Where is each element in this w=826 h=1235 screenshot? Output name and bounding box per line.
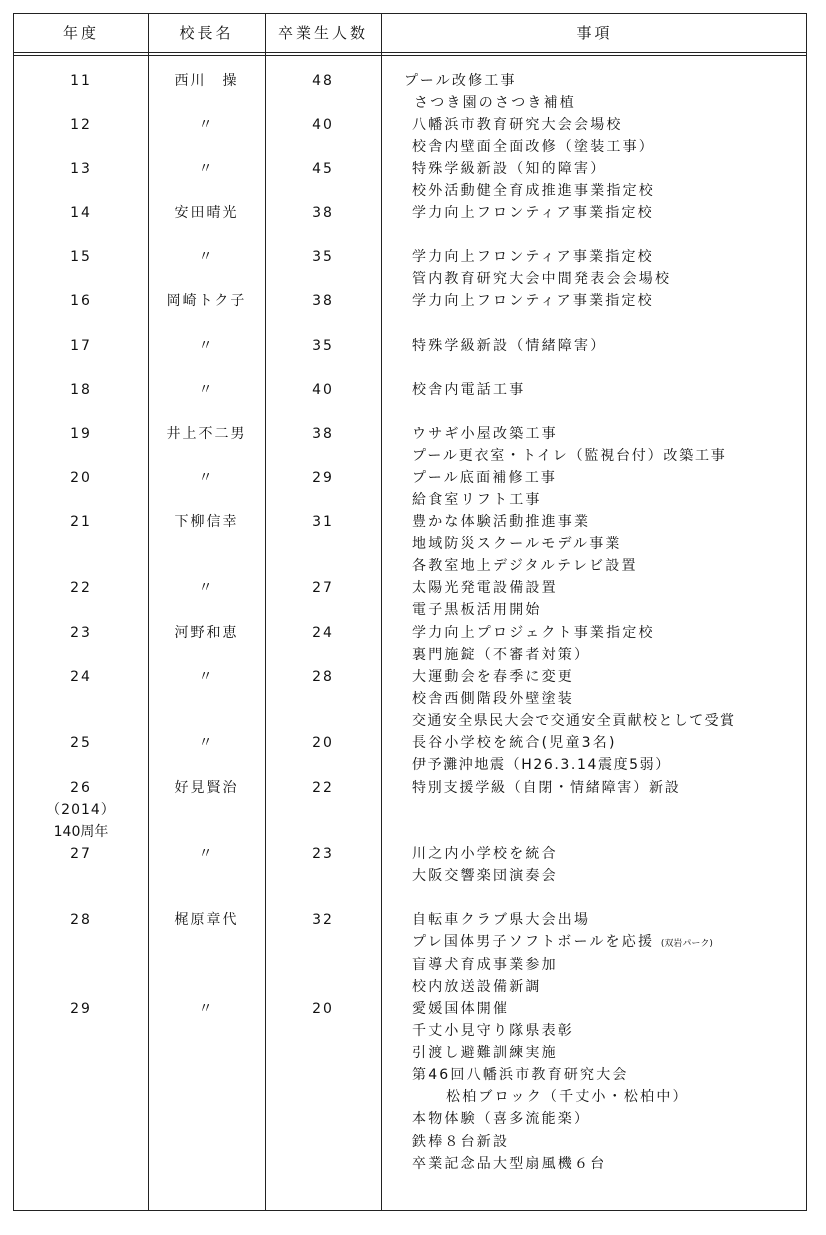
principal-cell: 好見賢治 [174,780,239,796]
event-item: 地域防災スクールモデル事業 [412,536,622,552]
principal-cell: 下柳信幸 [174,514,239,530]
event-item: 松柏ブロック（千丈小・松柏中） [446,1089,689,1105]
event-item: 裏門施錠（不審者対策） [412,647,591,663]
event-item: 校外活動健全育成推進事業指定校 [412,183,655,199]
event-item: 第46回八幡浜市教育研究大会 [412,1067,629,1083]
graduates-cell: 32 [312,912,334,928]
event-item: 学力向上フロンティア事業指定校 [412,293,654,309]
event-item: 校内放送設備新調 [412,979,542,995]
event-item: 八幡浜市教育研究大会会場校 [412,117,623,133]
graduates-cell: 35 [312,249,334,265]
year-cell: 15 [70,249,92,265]
event-item: 各教室地上デジタルテレビ設置 [412,558,638,574]
event-item: 川之内小学校を統合 [412,846,558,862]
graduates-cell: 31 [312,514,334,530]
event-item: 豊かな体験活動推進事業 [412,514,591,530]
event-item: プール改修工事 [404,73,517,89]
principal-cell: 安田晴光 [174,205,239,221]
principal-cell: 〃 [198,338,215,354]
year-cell: 13 [70,161,92,177]
year-cell: 22 [70,580,92,596]
event-item: 太陽光発電設備設置 [412,580,558,596]
year-cell: 29 [70,1001,92,1017]
event-item: 学力向上フロンティア事業指定校 [412,205,654,221]
graduates-cell: 40 [312,117,334,133]
graduates-cell: 38 [312,293,334,309]
graduates-cell: 40 [312,382,334,398]
event-item: 長谷小学校を統合(児童3名) [412,735,617,751]
event-item: 特別支援学級（自閉・情緒障害）新設 [412,780,681,796]
graduates-cell: 45 [312,161,334,177]
event-item: 校舎内壁面全面改修（塗装工事） [412,139,655,155]
event-item: 給食室リフト工事 [412,492,542,508]
event-item: 盲導犬育成事業参加 [412,957,558,973]
graduates-cell: 24 [312,625,334,641]
event-item: 千丈小見守り隊県表彰 [412,1023,574,1039]
principal-cell: 河野和恵 [174,625,239,641]
graduates-cell: 48 [312,73,334,89]
venue-note: (双岩パーク) [660,939,713,949]
year-western-cell: （2014） [46,802,116,818]
principal-cell: 〃 [198,161,215,177]
year-cell: 11 [70,73,92,89]
year-cell: 23 [70,625,92,641]
column-divider [148,14,149,1210]
principal-cell: 〃 [198,117,215,133]
year-cell: 24 [70,669,92,685]
graduates-cell: 23 [312,846,334,862]
principal-cell: 梶原章代 [174,912,239,928]
event-item: ウサギ小屋改築工事 [412,426,558,442]
principal-cell: 〃 [198,846,215,862]
header-divider [14,52,806,53]
column-divider [265,14,266,1210]
header-graduates: 卒業生人数 [277,24,368,42]
column-divider [381,14,382,1210]
principal-cell: 〃 [198,669,215,685]
event-item: 特殊学級新設（情緒障害） [412,338,607,354]
principal-cell: 〃 [198,470,215,486]
event-item: 特殊学級新設（知的障害） [412,161,607,177]
event-item: 愛媛国体開催 [412,1001,510,1017]
event-item: 自転車クラブ県大会出場 [412,912,591,928]
event-item: 学力向上プロジェクト事業指定校 [412,625,655,641]
event-text: プレ国体男子ソフトボールを応援 [412,934,655,950]
graduates-cell: 28 [312,669,334,685]
event-item: プール底面補修工事 [412,470,558,486]
year-cell: 16 [70,293,92,309]
history-table [13,13,807,1211]
graduates-cell: 35 [312,338,334,354]
principal-cell: 西川 操 [174,73,239,89]
year-cell: 19 [70,426,92,442]
event-item: 引渡し避難訓練実施 [412,1045,558,1061]
anniversary-cell: 140周年 [53,824,109,840]
event-item: 伊予灘沖地震（H26.3.14震度5弱） [412,757,671,773]
year-cell: 28 [70,912,92,928]
graduates-cell: 20 [312,735,334,751]
graduates-cell: 22 [312,780,334,796]
graduates-cell: 20 [312,1001,334,1017]
principal-cell: 〃 [198,382,215,398]
event-item: 卒業記念品大型扇風機６台 [412,1156,607,1172]
year-cell: 12 [70,117,92,133]
event-item: 交通安全県民大会で交通安全貢献校として受賞 [412,713,736,729]
event-item: 学力向上フロンティア事業指定校 [412,249,654,265]
event-item: 管内教育研究大会中間発表会会場校 [412,271,672,287]
year-cell: 14 [70,205,92,221]
header-year: 年度 [62,24,99,42]
principal-cell: 〃 [198,1001,215,1017]
event-item: 大阪交響楽団演奏会 [412,868,558,884]
header-events: 事項 [576,24,613,42]
principal-cell: 〃 [198,580,215,596]
graduates-cell: 29 [312,470,334,486]
year-cell: 21 [70,514,92,530]
event-item: 校舎内電話工事 [412,382,526,398]
event-item: 鉄棒８台新設 [412,1134,510,1150]
year-cell: 25 [70,735,92,751]
graduates-cell: 38 [312,426,334,442]
principal-cell: 〃 [198,735,215,751]
principal-cell: 岡崎トク子 [166,293,247,309]
principal-cell: 〃 [198,249,215,265]
header-divider [14,55,806,56]
year-cell: 18 [70,382,92,398]
event-item: 大運動会を春季に変更 [412,669,574,685]
event-item: プール更衣室・トイレ（監視台付）改築工事 [412,448,727,464]
graduates-cell: 38 [312,205,334,221]
event-item: 本物体験（喜多流能楽） [412,1111,591,1127]
event-item: さつき園のさつき補植 [414,95,576,111]
year-cell: 17 [70,338,92,354]
year-cell: 20 [70,470,92,486]
event-item: 電子黒板活用開始 [412,602,542,618]
event-item [412,931,820,953]
year-cell: 26 [70,780,92,796]
principal-cell: 井上不二男 [166,426,247,442]
year-cell: 27 [70,846,92,862]
header-principal: 校長名 [179,24,234,42]
event-item: 校舎西側階段外壁塗装 [412,691,574,707]
graduates-cell: 27 [312,580,334,596]
